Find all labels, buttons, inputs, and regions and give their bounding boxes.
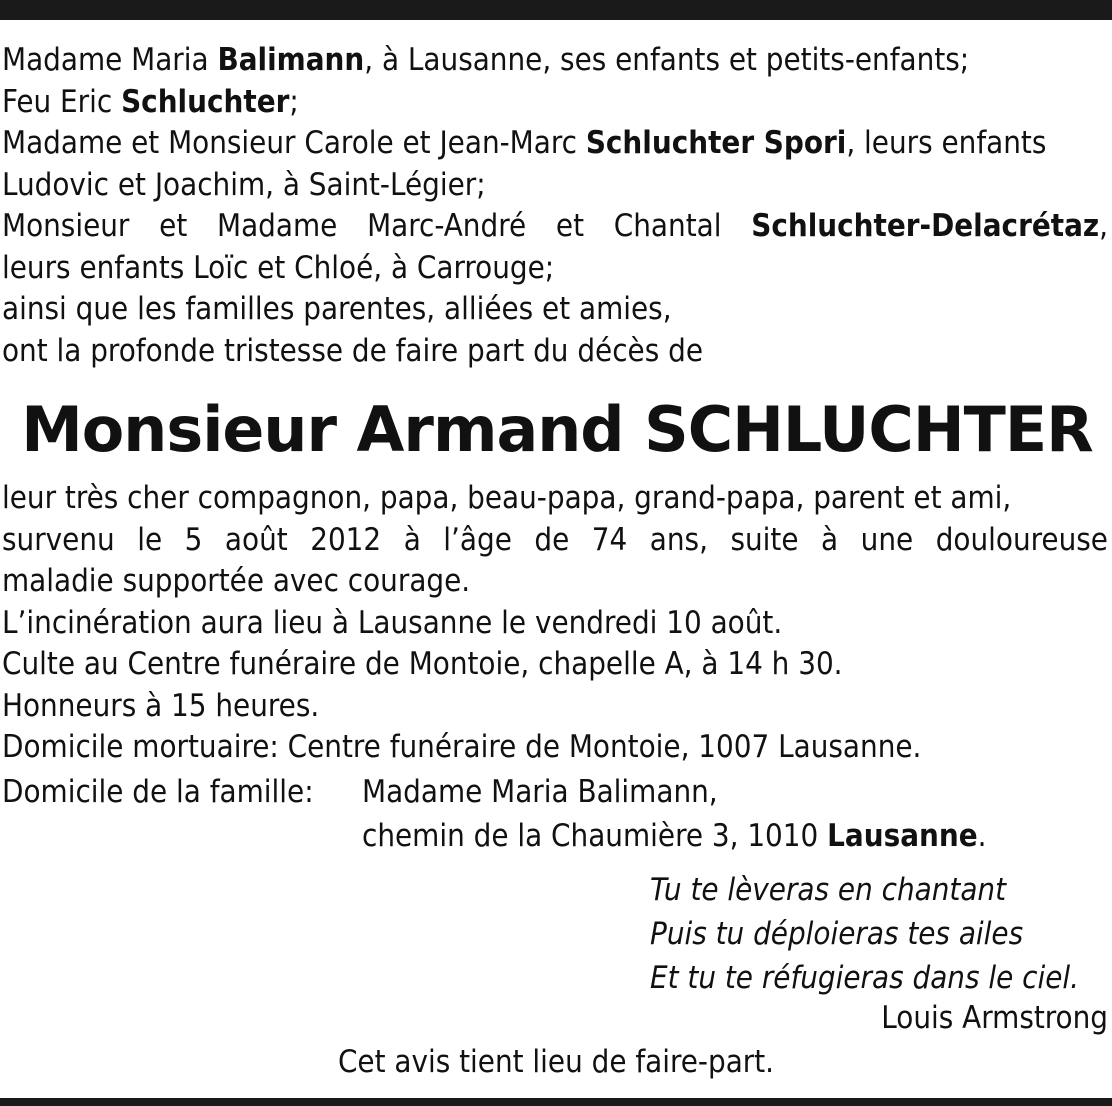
intro-line-1 [2, 40, 1108, 82]
service-info: Culte au Centre funéraire de Montoie, chapelle A, à 14 h 30. [2, 646, 843, 682]
cremation-info: L’incinération aura lieu à Lausanne le vendredi 10 août. [2, 604, 783, 641]
details-line-2-word: une [860, 521, 914, 558]
details-line-2-word: survenu [2, 521, 115, 558]
closing-note: Cet avis tient lieu de faire-part. [337, 1044, 775, 1080]
intro-line-1-rest: , à Lausanne, ses enfants et petits-enfants; [364, 42, 970, 78]
family-address-spacer [2, 814, 362, 858]
details-line-1: leur très cher compagnon, papa, beau-papa, grand-papa, parent et ami, [2, 480, 1012, 516]
surname-balimann: Balimann [217, 42, 365, 78]
poem-line: Tu te lèveras en chantant [650, 872, 1007, 908]
poem-quote [650, 868, 1079, 1000]
intro-line-3-rest: , leurs enfants [846, 125, 1047, 161]
details-line-2-word: 2012 [310, 521, 382, 558]
details-line-2-word: 5 [184, 521, 203, 558]
details-line-2-word: de [534, 521, 570, 558]
family-address-period: . [977, 818, 987, 854]
intro-line-6: leurs enfants Loïc et Chloé, à Carrouge; [2, 249, 555, 286]
family-announcement [2, 40, 1108, 372]
details-line-3: maladie supportée avec courage. [2, 563, 471, 599]
family-address [2, 770, 1108, 858]
details-line-2-word: à [821, 521, 839, 558]
intro-line-2 [2, 82, 1108, 124]
intro-line-5-word: Monsieur [2, 208, 130, 244]
intro-line-5-word: Marc-André [367, 208, 527, 244]
details-line-2-word: le [137, 521, 163, 558]
intro-line-5-comma: , [1099, 208, 1108, 244]
intro-line-8: ont la profonde tristesse de faire part du décès de [2, 332, 703, 369]
deceased-name: Monsieur Armand SCHLUCHTER [21, 393, 1093, 466]
details-line-2-word: 74 [591, 521, 628, 558]
family-address-row-1 [2, 770, 1108, 814]
intro-line-4: Ludovic et Joachim, à Saint-Légier; [2, 166, 486, 203]
family-address-street-text: chemin de la Chaumière 3, 1010 [362, 818, 828, 854]
details-line-2-word: à [403, 521, 421, 558]
intro-line-5-word: Chantal [613, 208, 722, 244]
family-address-row-2 [2, 814, 1108, 858]
details-line-2-word: douloureuse [935, 521, 1108, 558]
bottom-rule [0, 1098, 1112, 1106]
family-address-city: Lausanne [827, 818, 978, 854]
family-address-name: Madame Maria Balimann, [362, 774, 718, 810]
poem-line: Puis tu déploieras tes ailes [650, 916, 1024, 952]
honours-info: Honneurs à 15 heures. [2, 687, 320, 724]
family-address-street [362, 814, 987, 858]
intro-line-3-text: Madame et Monsieur Carole et Jean-Marc [2, 125, 586, 161]
details-line-2-word: ans, [649, 521, 708, 558]
details-line-2-word: l’âge [443, 521, 512, 558]
top-rule [0, 0, 1112, 20]
surname-schluchter-delacretaz: Schluchter-Delacrétaz [751, 208, 1100, 244]
surname-schluchter: Schluchter [121, 83, 290, 120]
intro-line-7: ainsi que les familles parentes, alliées et amies, [2, 291, 672, 327]
poem-line: Et tu te réfugieras dans le ciel. [650, 960, 1079, 996]
intro-line-5-word: Madame [217, 208, 338, 244]
family-address-label: Domicile de la famille: [2, 774, 314, 810]
intro-line-5-word: et [555, 208, 584, 244]
details-line-2-word: août [224, 521, 288, 558]
intro-line-2-text: Feu Eric [2, 83, 122, 120]
details-line-2 [2, 520, 1108, 562]
intro-line-1-text: Madame Maria [2, 42, 218, 78]
intro-line-5-word: et [159, 208, 188, 244]
poem-author: Louis Armstrong [881, 1000, 1108, 1036]
intro-line-3 [2, 123, 1108, 165]
details-line-2-word: suite [730, 521, 799, 558]
mortuary-address: Domicile mortuaire: Centre funéraire de Montoie, 1007 Lausanne. [2, 729, 922, 765]
death-details [2, 478, 1108, 769]
intro-line-2-rest: ; [289, 83, 299, 120]
surname-schluchter-spori: Schluchter Spori [585, 125, 847, 161]
intro-line-5 [2, 206, 1108, 248]
intro-line-5-surname [751, 206, 1108, 248]
